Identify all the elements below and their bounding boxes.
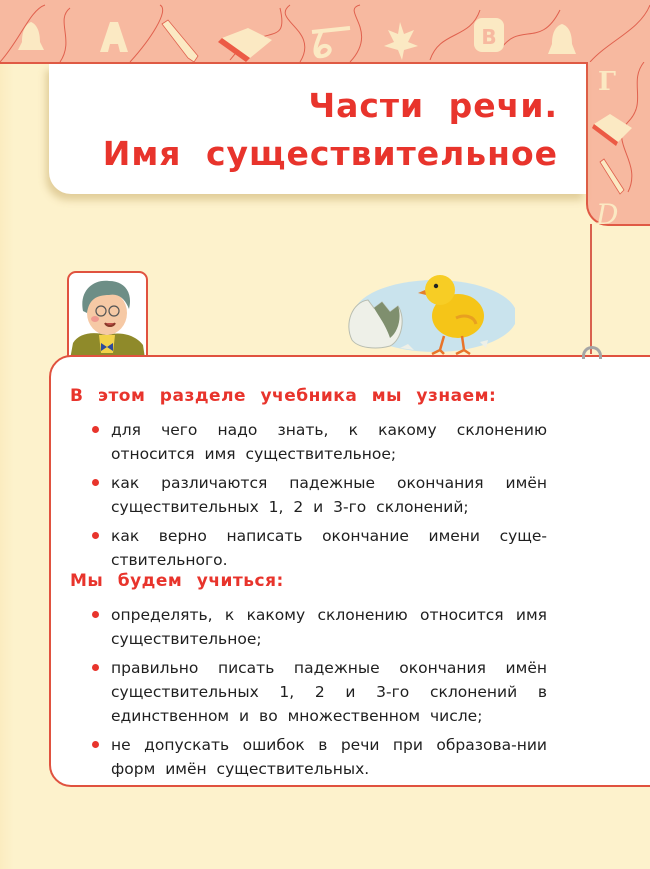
bullet-icon — [92, 426, 99, 433]
pencil-icon — [162, 20, 198, 62]
teacher-portrait — [67, 271, 148, 367]
list-item — [92, 656, 547, 728]
list-item-text: не допускать ошибок в речи при образова-нии форм имён существительных. — [111, 736, 547, 778]
decorative-header-band — [0, 0, 650, 64]
list-item — [92, 603, 547, 651]
list-item — [92, 471, 547, 519]
section-heading-will-study: Мы будем учиться: — [70, 571, 284, 591]
bell-icon — [18, 22, 44, 50]
svg-text:Г: Г — [598, 67, 616, 97]
letter-d-script-icon — [595, 198, 618, 224]
decorative-side-band — [586, 62, 650, 226]
open-book-icon — [218, 28, 272, 62]
title-card — [49, 64, 586, 194]
list-item-text: как верно написать окончание имени суще-ствительного. — [111, 527, 547, 569]
side-divider-line — [590, 224, 592, 354]
letter-v-icon — [474, 18, 504, 52]
letter-g-icon — [598, 67, 616, 97]
letter-a-icon — [100, 22, 128, 52]
maple-leaf-icon — [384, 22, 418, 60]
chick-illustration — [340, 268, 515, 358]
bullet-icon — [92, 479, 99, 486]
bullet-icon — [92, 664, 99, 671]
bullet-icon — [92, 611, 99, 618]
open-book-icon — [592, 114, 632, 146]
svg-text:D: D — [596, 198, 619, 224]
list-item-text: правильно писать падежные окончания имён существительных 1, 2 и 3-го склонений в единственном и во множественном числе; — [111, 659, 547, 725]
list-item — [92, 733, 547, 781]
list-item-text: для чего надо знать, к какому склонению относится имя существительное; — [111, 421, 547, 463]
binder-ring-icon — [582, 346, 602, 359]
list-item-text: как различаются падежные окончания имён существительных 1, 2 и 3-го склонений; — [111, 474, 547, 516]
letter-b-script-icon — [312, 28, 350, 56]
chick-with-eggshell-icon — [340, 268, 515, 358]
bell-icon — [548, 24, 576, 54]
section-heading-will-learn: В этом разделе учебника мы узнаем: — [70, 386, 497, 406]
list-item-text: определять, к какому склонению относится имя существительное; — [111, 606, 547, 648]
teacher-illustration-icon — [69, 273, 146, 365]
list-item — [92, 418, 547, 466]
side-ornaments — [588, 62, 650, 224]
pencil-icon — [600, 159, 624, 194]
header-ornaments — [0, 0, 650, 62]
bullet-icon — [92, 532, 99, 539]
will-learn-list — [92, 418, 547, 577]
bullet-icon — [92, 741, 99, 748]
svg-text:В: В — [481, 25, 497, 49]
page-title-line1: Части речи. — [308, 86, 558, 125]
will-study-list — [92, 603, 547, 786]
list-item — [92, 524, 547, 572]
page-title-line2: Имя существительное — [102, 134, 558, 173]
